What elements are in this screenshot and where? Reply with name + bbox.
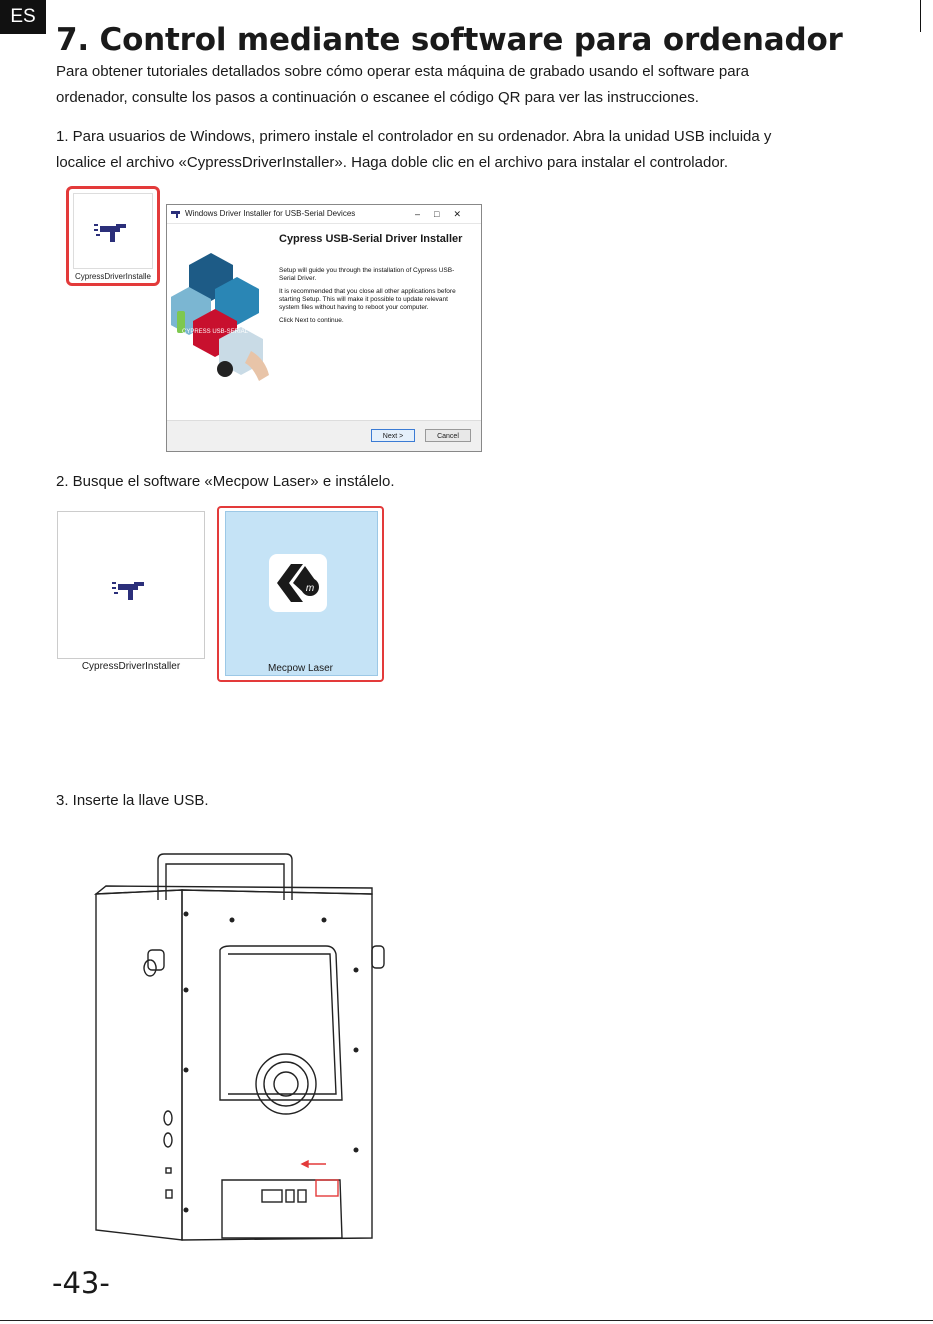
- step1-line-2: localice el archivo «CypressDriverInstaller». Haga doble clic en el archivo para instalar el controlador.: [56, 154, 728, 171]
- step1-line-1: 1. Para usuarios de Windows, primero instale el controlador en su ordenador. Abra la unidad USB incluida y: [56, 128, 772, 145]
- language-tab: ES: [0, 0, 46, 34]
- step2-text: 2. Busque el software «Mecpow Laser» e instálelo.: [56, 473, 395, 490]
- intro-line-2: ordenador, consulte los pasos a continuación o escanee el código QR para ver las instrucciones.: [56, 89, 699, 106]
- driver-file-tile[interactable]: [66, 186, 160, 286]
- edge-rule: [920, 0, 921, 32]
- installer-window: [166, 204, 482, 452]
- next-button[interactable]: Next >: [371, 429, 415, 442]
- cancel-button[interactable]: Cancel: [425, 429, 471, 442]
- installer-body: [279, 267, 469, 330]
- mecpow-laser-tile[interactable]: [217, 506, 384, 682]
- page-number: -43-: [52, 1266, 110, 1300]
- engraver-machine-illustration: [90, 850, 400, 1250]
- footer-rule: [0, 1320, 933, 1321]
- mecpow-logo-icon: [269, 554, 327, 612]
- installer-window-title: Windows Driver Installer for USB-Serial Devices: [185, 209, 356, 218]
- mecpow-logo-svg: [269, 554, 327, 612]
- hexagon-label: CYPRESS USB-SERIAL: [181, 329, 249, 335]
- usb-driver-icon: [94, 216, 134, 246]
- installer-heading: Cypress USB-Serial Driver Installer: [279, 233, 463, 245]
- intro-paragraph: [56, 59, 749, 111]
- intro-line-1: Para obtener tutoriales detallados sobre cómo operar esta máquina de grabado usando el software para: [56, 63, 749, 80]
- installer-text-3: Click Next to continue.: [279, 317, 344, 324]
- driver-installer-label: CypressDriverInstaller: [81, 661, 181, 672]
- driver-file-icon-area: [73, 193, 153, 269]
- installer-footer: [167, 420, 481, 451]
- app-logo-icon: [171, 209, 183, 219]
- mecpow-laser-label: Mecpow Laser: [267, 663, 334, 674]
- step3-text: 3. Inserte la llave USB.: [56, 792, 209, 809]
- window-controls[interactable]: –□✕: [415, 209, 475, 219]
- step1-paragraph: [56, 124, 771, 176]
- hexagon-illustration: [171, 251, 275, 386]
- page-title: 7. Control mediante software para ordenador: [56, 22, 843, 58]
- driver-installer-tile[interactable]: [57, 511, 205, 659]
- usb-driver-icon: [112, 574, 152, 604]
- installer-text-1: Setup will guide you through the installation of Cypress USB-Serial Driver.: [279, 267, 455, 282]
- svg-text:m: m: [305, 583, 315, 594]
- installer-text-2: It is recommended that you close all other applications before starting Setup. This will make it possible to update relevant system files without having to reboot your computer.: [279, 288, 456, 311]
- installer-titlebar: [167, 205, 481, 224]
- driver-file-label: CypressDriverInstalle: [74, 272, 152, 281]
